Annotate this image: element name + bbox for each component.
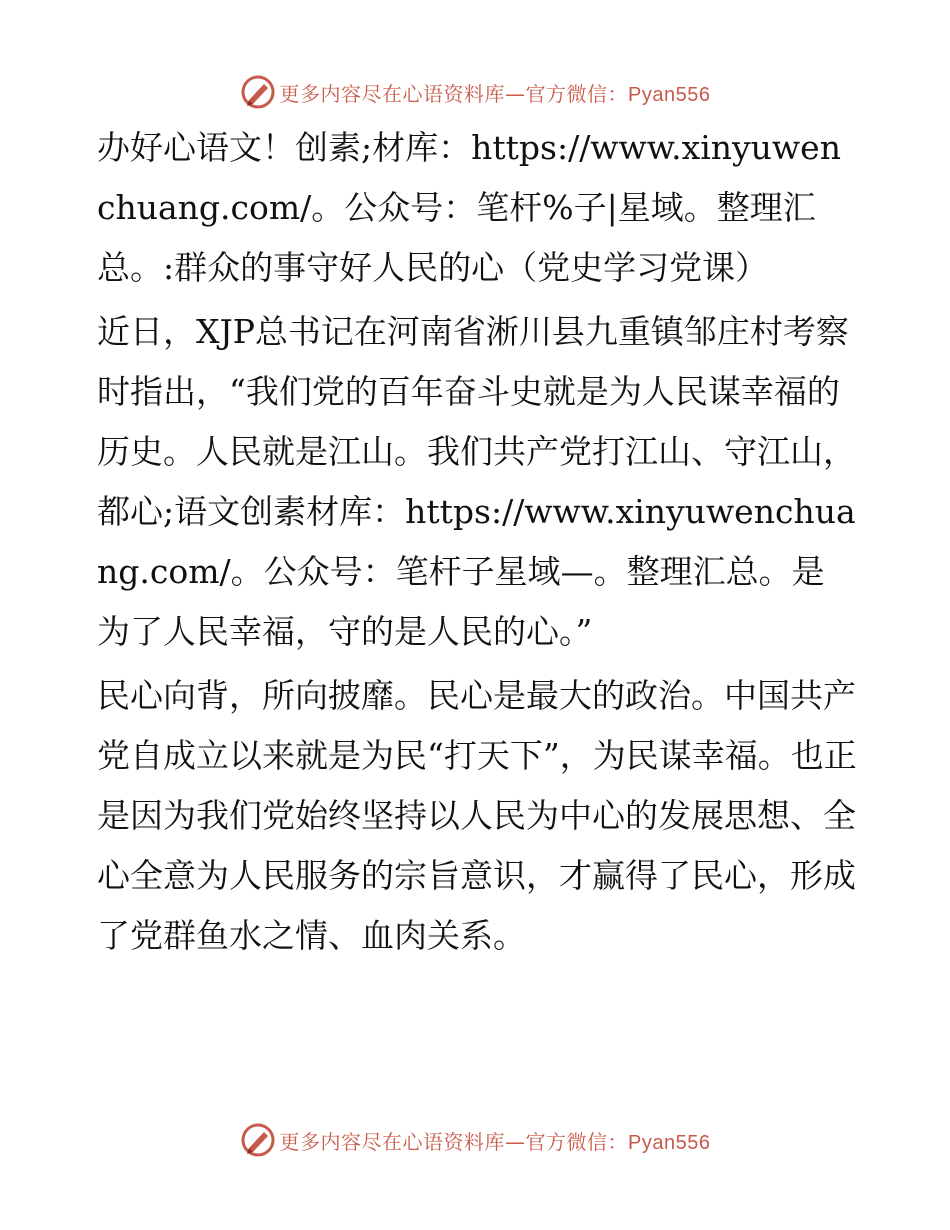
watermark-wechat-id: Pyan556 bbox=[628, 83, 711, 106]
pen-logo-icon bbox=[240, 74, 276, 110]
paragraph: 近日，XJP总书记在河南省淅川县九重镇邹庄村考察时指出，“我们党的百年奋斗史就是为人民谋幸福的历史。人民就是江山。我们共产党打江山、守江山，都心;语文创素材库：https://www.xinyuwenchuang.com/。公众号：笔杆子星域—。整理汇总。是为了人民幸福，守的是人民的心。” bbox=[97, 312, 856, 651]
paragraph: 民心向背，所向披靡。民心是最大的政治。中国共产党自成立以来就是为民“打天下”，为民谋幸福。也正是因为我们党始终坚持以人民为中心的发展思想、全心全意为人民服务的宗旨意识，才赢得了民心，形成了党群鱼水之情、血肉关系。 bbox=[97, 676, 857, 955]
paragraph: 办好心语文！创素;材库：https://www.xinyuwenchuang.com/。公众号：笔杆%子|星域。整理汇总。:群众的事守好人民的心（党史学习党课） bbox=[97, 128, 841, 287]
watermark-wechat-id: Pyan556 bbox=[628, 1131, 711, 1154]
watermark-text: 更多内容尽在心语资料库—官方微信：Pyan556 bbox=[279, 81, 711, 106]
pen-logo-icon bbox=[240, 1122, 276, 1158]
watermark-text: 更多内容尽在心语资料库—官方微信：Pyan556 bbox=[279, 1129, 711, 1154]
document-body bbox=[97, 118, 857, 970]
footer-watermark bbox=[0, 1120, 950, 1160]
header-watermark bbox=[0, 72, 950, 112]
